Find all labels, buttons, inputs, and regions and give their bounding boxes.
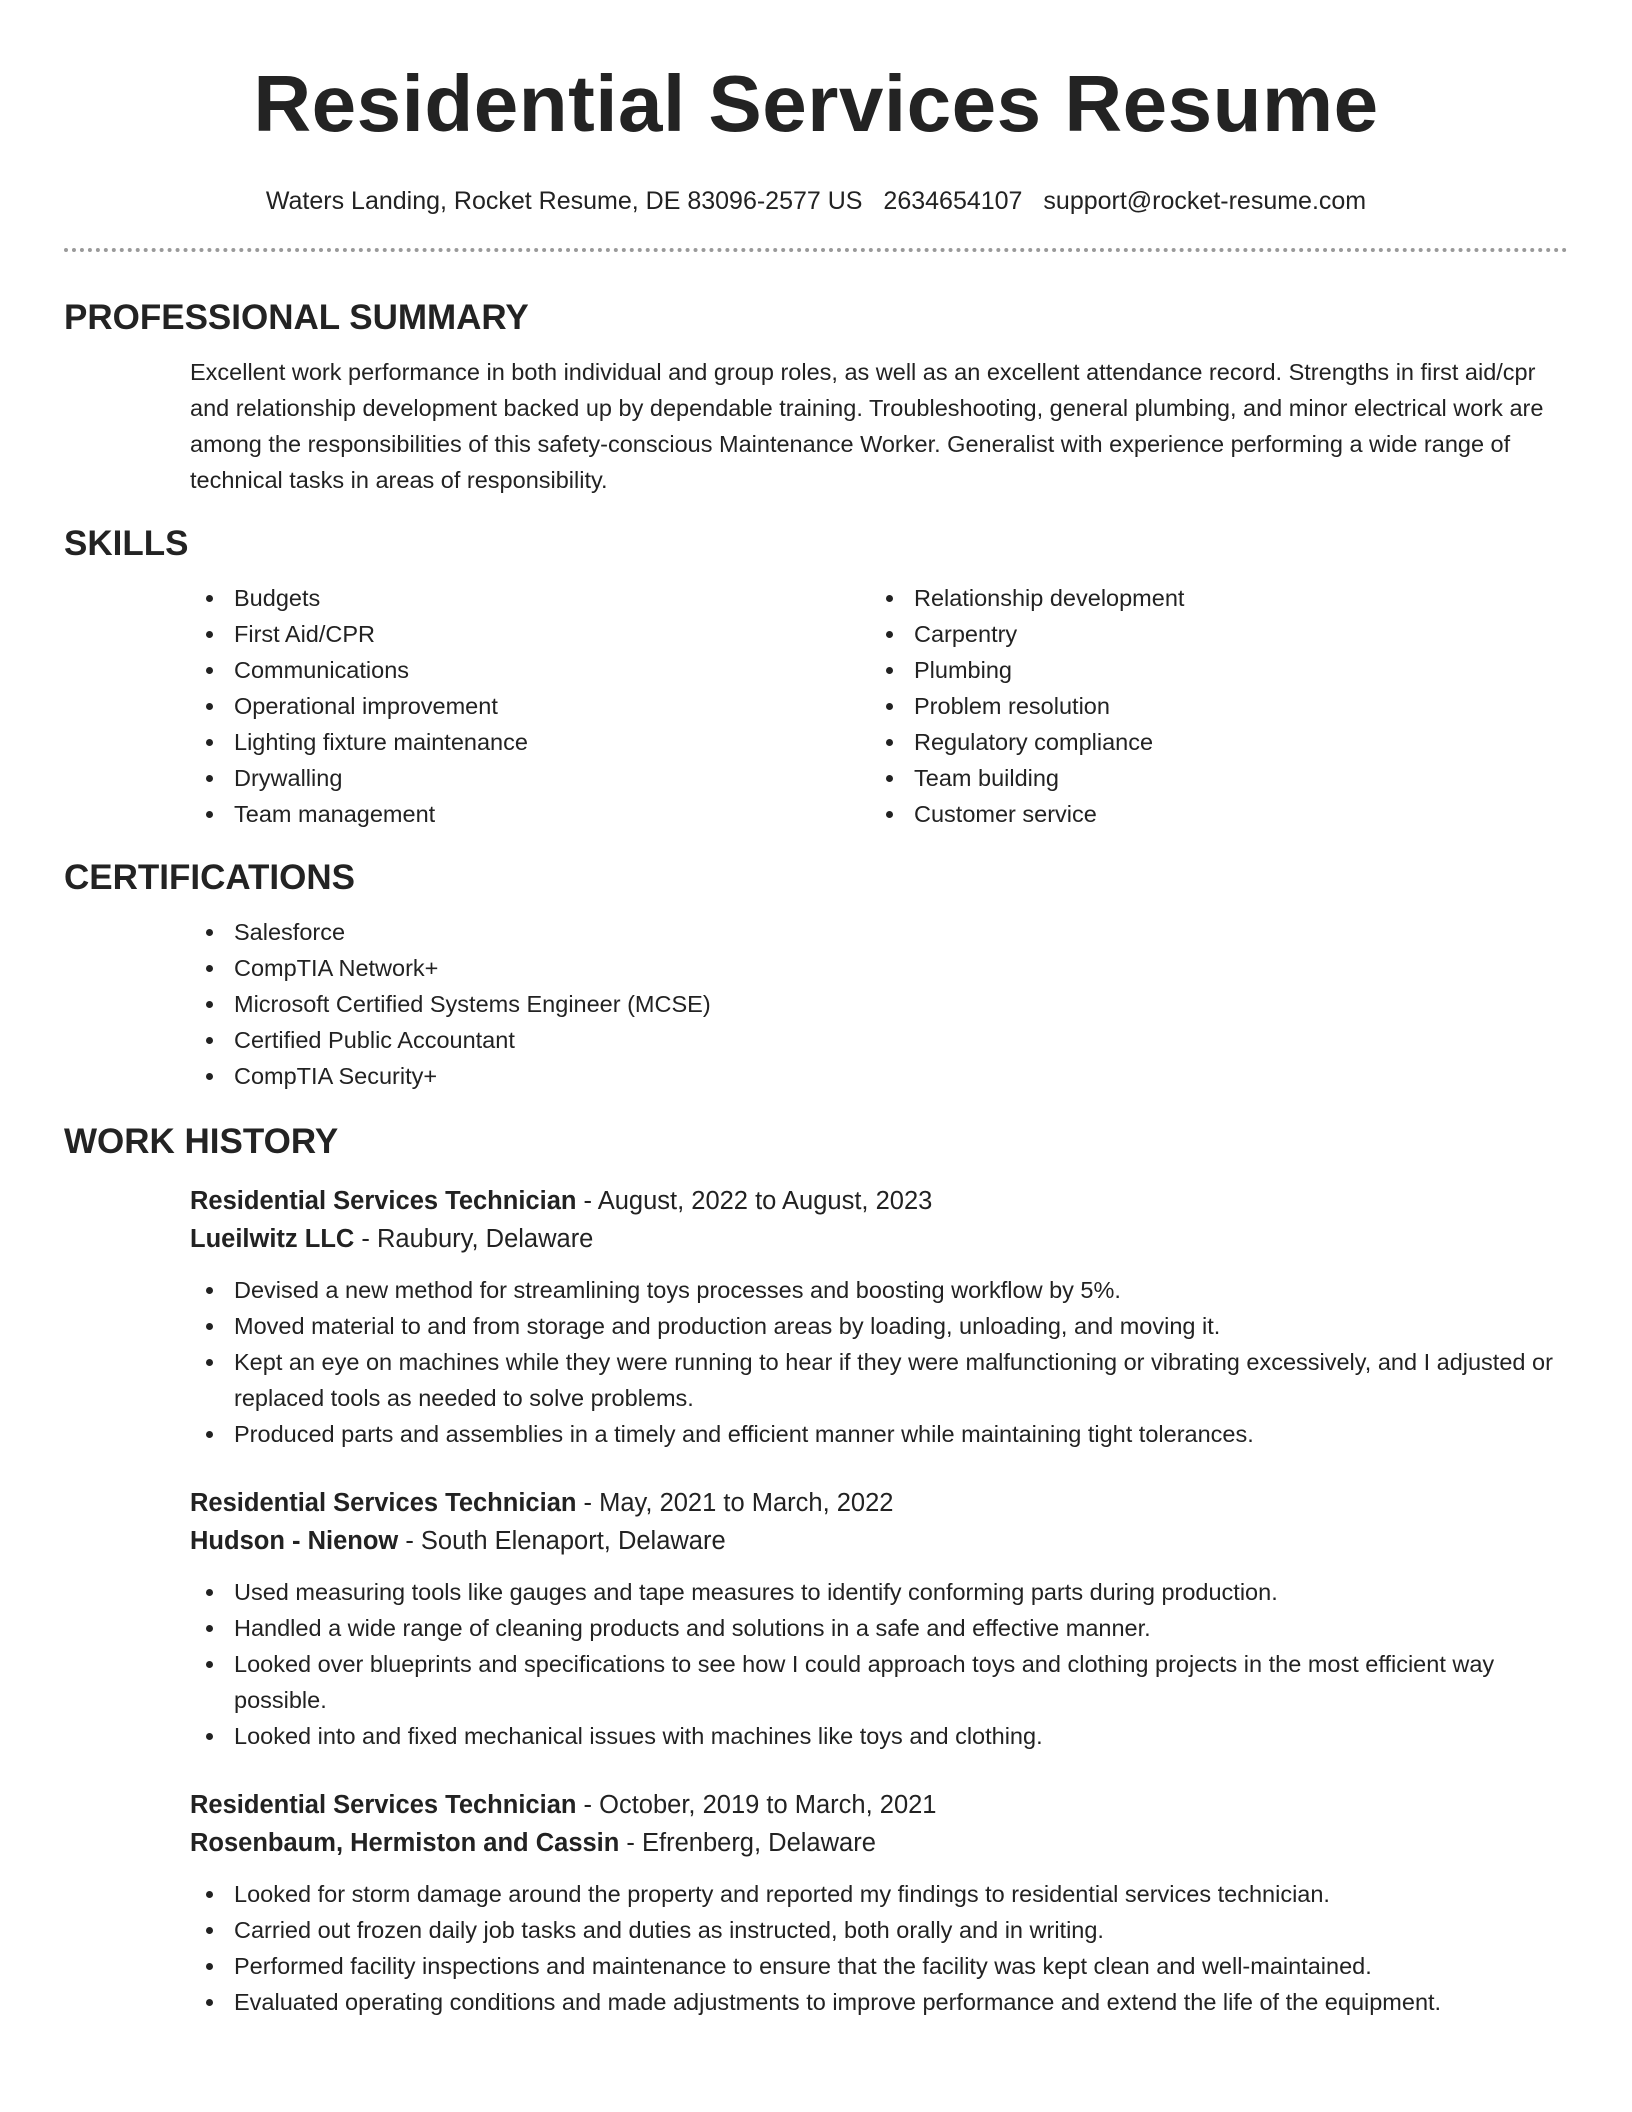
job-title: Residential Services Technician: [190, 1489, 577, 1517]
skill-item: Relationship development: [870, 580, 1550, 616]
skill-item: Plumbing: [870, 652, 1550, 688]
job-entry: [190, 1484, 1568, 1754]
job-title-line: [190, 1786, 1568, 1824]
job-location: - South Elenaport, Delaware: [398, 1527, 726, 1555]
job-bullet: Carried out frozen daily job tasks and duties as instructed, both orally and in writing.: [190, 1912, 1568, 1948]
header-divider: [64, 248, 1568, 252]
job-company-line: [190, 1522, 1568, 1560]
resume-title: Residential Services Resume: [253, 59, 1379, 148]
certifications-list: [190, 914, 1568, 1094]
job-bullet: Performed facility inspections and maintenance to ensure that the facility was kept clean and well-maintained.: [190, 1948, 1568, 1984]
job-title: Residential Services Technician: [190, 1187, 577, 1215]
job-bullet: Produced parts and assemblies in a timely and efficient manner while maintaining tight tolerances.: [190, 1416, 1568, 1452]
job-bullet: Moved material to and from storage and production areas by loading, unloading, and moving it.: [190, 1308, 1568, 1344]
job-company: Lueilwitz LLC: [190, 1225, 355, 1253]
skill-item: Operational improvement: [190, 688, 870, 724]
job-dates: - May, 2021 to March, 2022: [576, 1489, 894, 1517]
job-company: Hudson - Nienow: [190, 1527, 399, 1555]
skill-item: Problem resolution: [870, 688, 1550, 724]
contact-line: [64, 186, 1568, 216]
skills-list: [190, 580, 1568, 832]
job-bullet: Handled a wide range of cleaning products and solutions in a safe and effective manner.: [190, 1610, 1568, 1646]
contact-phone: 2634654107: [883, 187, 1023, 215]
job-bullet: Used measuring tools like gauges and tape measures to identify conforming parts during production.: [190, 1574, 1568, 1610]
job-bullet: Looked into and fixed mechanical issues with machines like toys and clothing.: [190, 1718, 1568, 1754]
job-bullet: Looked over blueprints and specifications to see how I could approach toys and clothing projects in the most efficient way possible.: [190, 1646, 1568, 1718]
certification-item: CompTIA Security+: [190, 1058, 1568, 1094]
job-dates: - October, 2019 to March, 2021: [576, 1791, 937, 1819]
job-bullet: Devised a new method for streamlining toys processes and boosting workflow by 5%.: [190, 1272, 1568, 1308]
job-company: Rosenbaum, Hermiston and Cassin: [190, 1829, 620, 1857]
skills-heading: SKILLS: [64, 524, 189, 563]
certification-item: Microsoft Certified Systems Engineer (MCSE): [190, 986, 1568, 1022]
summary-heading: PROFESSIONAL SUMMARY: [64, 298, 529, 337]
contact-address: Waters Landing, Rocket Resume, DE 83096-2577 US: [265, 187, 863, 215]
job-title-line: [190, 1182, 1568, 1220]
skill-item: Team building: [870, 760, 1550, 796]
skill-item: Customer service: [870, 796, 1550, 832]
skills-column-left: [190, 580, 870, 832]
certifications-heading: CERTIFICATIONS: [64, 858, 356, 897]
job-location: - Raubury, Delaware: [354, 1225, 594, 1253]
skill-item: Budgets: [190, 580, 870, 616]
job-bullet: Evaluated operating conditions and made adjustments to improve performance and extend the life of the equipment.: [190, 1984, 1568, 2020]
skill-item: Drywalling: [190, 760, 870, 796]
skill-item: Team management: [190, 796, 870, 832]
job-bullets: [190, 1272, 1568, 1452]
skills-column-right: [870, 580, 1550, 832]
job-title-line: [190, 1484, 1568, 1522]
job-entry: [190, 1786, 1568, 2020]
job-bullets: [190, 1876, 1568, 2020]
summary-text: Excellent work performance in both individual and group roles, as well as an excellent attendance record. Strengths in first aid/cpr and relationship development backed up by dependable training. Troubleshooting, general plumbing, and minor electrical work are among the responsibilities of this safety-conscious Maintenance Worker. Generalist with experience performing a wide range of technical tasks in areas of responsibility.: [190, 359, 1544, 493]
skill-item: First Aid/CPR: [190, 616, 870, 652]
certification-item: Certified Public Accountant: [190, 1022, 1568, 1058]
job-bullets: [190, 1574, 1568, 1754]
job-bullet: Kept an eye on machines while they were running to hear if they were malfunctioning or vibrating excessively, and I adjusted or replaced tools as needed to solve problems.: [190, 1344, 1568, 1416]
job-entry: [190, 1182, 1568, 1452]
skill-item: Lighting fixture maintenance: [190, 724, 870, 760]
contact-email: support@rocket-resume.com: [1043, 187, 1367, 215]
skill-item: Regulatory compliance: [870, 724, 1550, 760]
skill-item: Communications: [190, 652, 870, 688]
job-title: Residential Services Technician: [190, 1791, 577, 1819]
certification-item: Salesforce: [190, 914, 1568, 950]
work-history-heading: WORK HISTORY: [64, 1122, 339, 1161]
resume-page: [64, 0, 1568, 2020]
skill-item: Carpentry: [870, 616, 1550, 652]
job-bullet: Looked for storm damage around the property and reported my findings to residential services technician.: [190, 1876, 1568, 1912]
job-company-line: [190, 1220, 1568, 1258]
job-company-line: [190, 1824, 1568, 1862]
certification-item: CompTIA Network+: [190, 950, 1568, 986]
job-dates: - August, 2022 to August, 2023: [576, 1187, 933, 1215]
job-location: - Efrenberg, Delaware: [619, 1829, 876, 1857]
